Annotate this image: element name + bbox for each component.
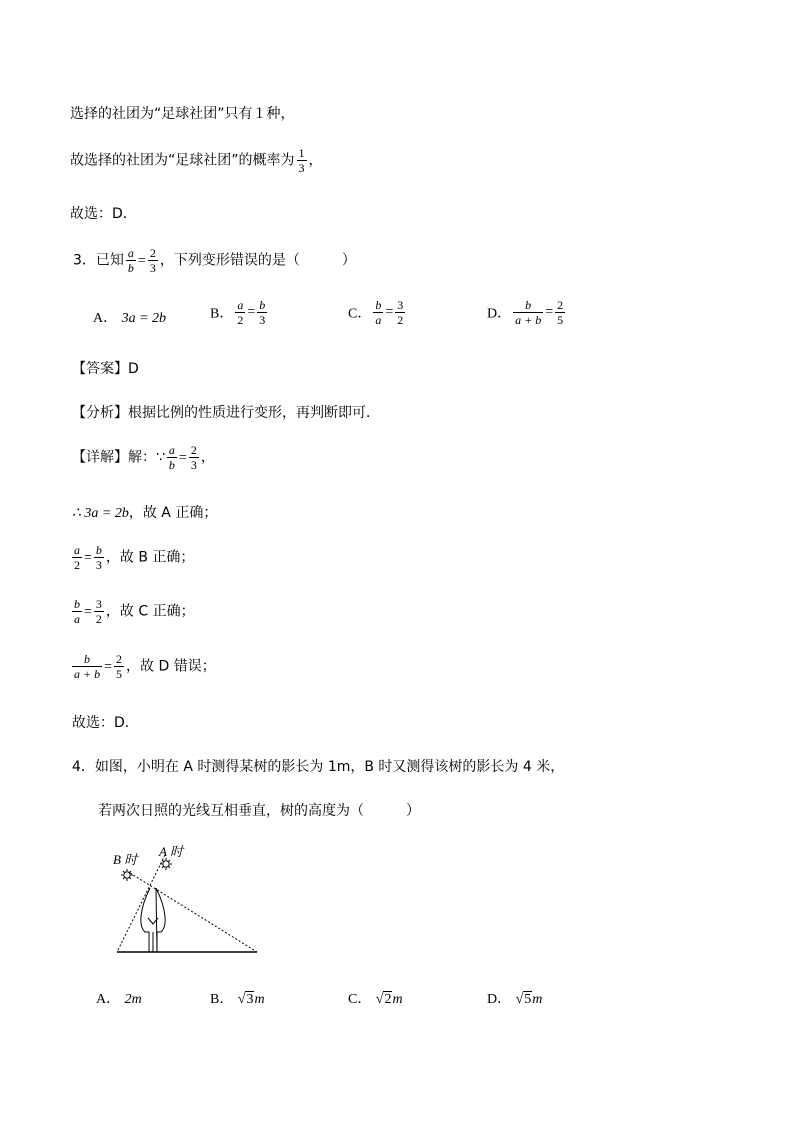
q3-step-3 <box>70 597 195 626</box>
denominator: 2 <box>95 612 102 626</box>
line-only-one-football: 选择的社团为“足球社团”只有１种， <box>70 106 295 122</box>
q3-step-1 <box>72 502 217 522</box>
q3-given-frac-right <box>148 246 158 275</box>
numerator: a <box>237 298 244 312</box>
option-label: B． <box>210 306 234 322</box>
numerator: 2 <box>116 652 123 666</box>
equals-sign: = <box>137 253 146 269</box>
radicand: 5 <box>524 992 532 1007</box>
option-label: A． <box>93 311 118 326</box>
q3-given-frac-left <box>126 246 136 275</box>
denominator: 5 <box>557 313 564 327</box>
label-a-time: A 时 <box>159 844 183 859</box>
denominator: b <box>127 261 134 275</box>
detail-frac-left <box>167 443 177 472</box>
denominator: a + b <box>515 313 542 327</box>
step2-frac-left <box>72 543 82 572</box>
q3-option-a[interactable] <box>93 307 166 327</box>
radical-sign: √ <box>515 992 524 1007</box>
q4-option-b[interactable] <box>210 988 265 1008</box>
denominator: 2 <box>397 313 404 327</box>
tree-shadow-figure <box>105 838 270 960</box>
ray-a <box>117 855 165 952</box>
choose-d-line-1: 故选：D． <box>70 206 137 222</box>
probability-fraction <box>297 146 307 175</box>
option-frac-left <box>513 298 543 327</box>
step3-suffix: ，故 C 正确； <box>105 603 195 620</box>
sun-a-icon <box>160 858 172 870</box>
equals-sign: = <box>247 304 256 320</box>
equals-sign: = <box>545 304 554 320</box>
equals-sign: = <box>104 659 113 675</box>
numerator: b <box>72 652 102 667</box>
step1-expression: ∴ 3a = 2b <box>72 506 129 521</box>
numerator: 3 <box>397 298 404 312</box>
q3-detail <box>72 443 215 472</box>
q3-analysis: 【分析】根据比例的性质进行变形，再判断即可． <box>72 405 380 421</box>
q3-step-2 <box>70 543 194 572</box>
detail-frac-right <box>189 443 199 472</box>
step2-suffix: ，故 B 正确； <box>105 549 195 566</box>
option-label: C． <box>348 306 372 322</box>
option-label: D． <box>487 306 512 322</box>
numerator: b <box>375 298 382 312</box>
option-frac-right <box>555 298 565 327</box>
sqrt-expression <box>516 991 543 1007</box>
equals-sign: = <box>84 604 92 620</box>
question-3-stem <box>73 246 356 275</box>
denominator: b <box>168 458 175 472</box>
line-probability <box>70 146 323 175</box>
q3-option-d[interactable] <box>487 298 567 327</box>
probability-suffix: ， <box>308 152 323 169</box>
unit: m <box>254 992 265 1007</box>
numerator: 2 <box>190 443 197 457</box>
numerator: 3 <box>95 597 102 611</box>
step3-frac-left <box>72 597 82 626</box>
denominator: a <box>74 612 80 626</box>
option-expression: 3a = 2b <box>121 311 167 326</box>
option-label: B． <box>210 992 234 1007</box>
numerator: b <box>74 597 80 611</box>
detail-prefix: 【详解】解：∵ <box>72 449 165 466</box>
numerator: 2 <box>149 246 156 260</box>
q3-suffix: ，下列变形错误的是（ ） <box>159 252 356 269</box>
step2-frac-right <box>94 543 104 572</box>
detail-suffix: ， <box>200 449 215 466</box>
denominator: 3 <box>95 558 102 572</box>
numerator: 2 <box>557 298 564 312</box>
radicand: 3 <box>246 992 254 1007</box>
label-b-time: B 时 <box>113 852 138 867</box>
equals-sign: = <box>385 304 394 320</box>
q3-prefix: 3．已知 <box>73 252 124 269</box>
numerator: b <box>259 298 266 312</box>
numerator: a <box>127 246 134 260</box>
step4-frac-right <box>114 652 124 681</box>
probability-text: 故选择的社团为“足球社团”的概率为 <box>70 152 295 169</box>
option-frac-left <box>235 298 245 327</box>
step1-suffix: ，故 A 正确； <box>128 505 218 521</box>
equals-sign: = <box>178 450 187 466</box>
step4-frac-left <box>72 652 102 681</box>
radical-sign: √ <box>375 992 384 1007</box>
q3-conclusion: 故选：D． <box>72 715 139 731</box>
numerator: a <box>168 443 175 457</box>
option-frac-right <box>395 298 405 327</box>
denominator: 2 <box>74 558 80 572</box>
numerator: b <box>513 298 543 313</box>
fraction-denominator: 3 <box>298 161 305 175</box>
numerator: b <box>95 543 102 557</box>
option-frac-right <box>257 298 267 327</box>
question-4-stem-line-2: 若两次日照的光线互相垂直，树的高度为（ ） <box>98 803 420 819</box>
q4-option-a[interactable] <box>96 988 142 1008</box>
unit: m <box>532 992 543 1007</box>
step3-frac-right <box>94 597 104 626</box>
sqrt-expression <box>376 991 403 1007</box>
q3-option-c[interactable] <box>348 298 407 327</box>
q4-option-d[interactable] <box>487 988 542 1008</box>
denominator: 3 <box>190 458 197 472</box>
sun-b-icon <box>121 869 133 881</box>
denominator: a + b <box>74 667 101 681</box>
denominator: 5 <box>116 667 123 681</box>
sqrt-expression <box>238 991 265 1007</box>
radical-sign: √ <box>237 992 246 1007</box>
denominator: 3 <box>259 313 266 327</box>
option-label: A． <box>96 992 121 1007</box>
q4-option-c[interactable] <box>348 988 403 1008</box>
radicand: 2 <box>384 992 392 1007</box>
q3-option-b[interactable] <box>210 298 269 327</box>
q3-answer: 【答案】D <box>72 361 139 377</box>
option-label: D． <box>487 992 512 1007</box>
step4-suffix: ，故 D 错误； <box>126 658 216 675</box>
numerator: a <box>74 543 80 557</box>
fraction-numerator: 1 <box>298 146 305 160</box>
question-4-stem-line-1: 4．如图，小明在 A 时测得某树的影长为 1m，B 时又测得该树的影长为 4 米， <box>72 759 565 775</box>
equals-sign: = <box>84 550 92 566</box>
q3-step-4 <box>70 652 216 681</box>
denominator: 3 <box>149 261 156 275</box>
denominator: a <box>375 313 382 327</box>
option-value: 2m <box>124 992 142 1007</box>
tree-icon <box>141 888 165 952</box>
denominator: 2 <box>237 313 244 327</box>
option-frac-left <box>373 298 383 327</box>
option-label: C． <box>348 992 372 1007</box>
unit: m <box>392 992 403 1007</box>
